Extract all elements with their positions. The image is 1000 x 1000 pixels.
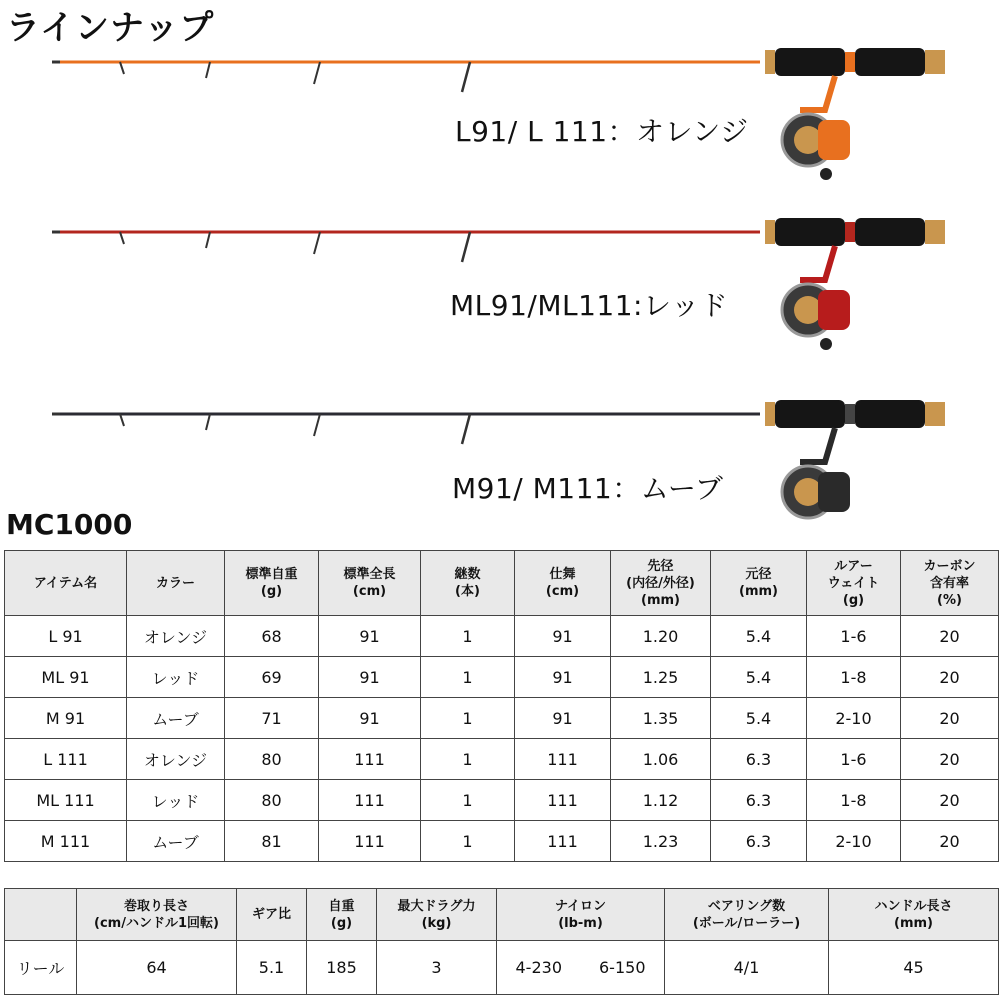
spec-header-cell: アイテム名 (5, 551, 127, 616)
rod-caption: L91/ L 111：オレンジ (455, 115, 749, 148)
reel-nylon-b: 6-150 (599, 958, 646, 977)
table-cell: 91 (319, 698, 421, 739)
table-cell: ムーブ (127, 698, 225, 739)
spec-header-cell: カーボン 含有率 (%) (901, 551, 999, 616)
spec-table (4, 550, 999, 862)
reel-header-cell: ベアリング数 (ボール/ローラー) (665, 889, 829, 941)
table-cell: ML 91 (5, 657, 127, 698)
table-cell: 111 (319, 821, 421, 862)
table-cell: 1 (421, 780, 515, 821)
spec-header-cell: ルアー ウェイト (g) (807, 551, 901, 616)
spec-header-cell: 標準全長 (cm) (319, 551, 421, 616)
model-name: MC1000 (6, 508, 133, 541)
table-cell: 1 (421, 739, 515, 780)
table-cell: ムーブ (127, 821, 225, 862)
table-cell: 80 (225, 780, 319, 821)
table-cell: レッド (127, 657, 225, 698)
table-cell: レッド (127, 780, 225, 821)
reel-retrieve: 64 (77, 941, 237, 995)
table-cell: 2-10 (807, 698, 901, 739)
table-cell: 1 (421, 821, 515, 862)
table-cell: 91 (515, 698, 611, 739)
reel-header-cell: ハンドル長さ (mm) (829, 889, 999, 941)
reel-header-cell: ナイロン (lb-m) (497, 889, 665, 941)
table-cell: オレンジ (127, 616, 225, 657)
table-cell: 20 (901, 616, 999, 657)
table-cell: 1-6 (807, 616, 901, 657)
table-cell: M 111 (5, 821, 127, 862)
table-cell: 81 (225, 821, 319, 862)
rod-orange (0, 40, 1000, 190)
reel-nylon (497, 941, 665, 995)
reel-nylon-a: 4-230 (515, 958, 562, 977)
table-row (5, 616, 999, 657)
table-cell: 68 (225, 616, 319, 657)
table-row (5, 780, 999, 821)
spec-header-cell: 仕舞 (cm) (515, 551, 611, 616)
spec-header-cell: 先径 (内径/外径) (mm) (611, 551, 711, 616)
table-cell: L 91 (5, 616, 127, 657)
table-cell: 91 (515, 616, 611, 657)
table-cell: 1-6 (807, 739, 901, 780)
table-cell: 1 (421, 616, 515, 657)
reel-handle: 45 (829, 941, 999, 995)
reel-header-row (5, 889, 999, 941)
table-cell: 20 (901, 657, 999, 698)
table-cell: L 111 (5, 739, 127, 780)
table-cell: 1.12 (611, 780, 711, 821)
table-cell: 20 (901, 821, 999, 862)
table-row (5, 739, 999, 780)
table-cell: 1 (421, 657, 515, 698)
table-cell: 6.3 (711, 821, 807, 862)
spec-header-cell: 元径 (mm) (711, 551, 807, 616)
table-cell: 111 (515, 821, 611, 862)
reel-bearing: 4/1 (665, 941, 829, 995)
table-cell: 111 (319, 739, 421, 780)
reel-row (5, 941, 999, 995)
rod-red (0, 210, 1000, 360)
table-cell: 91 (515, 657, 611, 698)
table-cell: 1.20 (611, 616, 711, 657)
table-cell: 111 (515, 739, 611, 780)
spec-header-cell: 標準自重 (g) (225, 551, 319, 616)
reel-table (4, 888, 999, 995)
spec-header-cell: 継数 (本) (421, 551, 515, 616)
table-cell: 5.4 (711, 698, 807, 739)
table-cell: 20 (901, 698, 999, 739)
rod-mauve (0, 392, 1000, 542)
table-cell: 91 (319, 657, 421, 698)
table-cell: 80 (225, 739, 319, 780)
reel-name: リール (5, 941, 77, 995)
table-cell: ML 111 (5, 780, 127, 821)
table-cell: 1-8 (807, 780, 901, 821)
reel-drag: 3 (377, 941, 497, 995)
table-cell: 111 (319, 780, 421, 821)
table-row (5, 698, 999, 739)
table-cell: 6.3 (711, 780, 807, 821)
rod-caption: M91/ M111：ムーブ (452, 472, 724, 505)
reel-header-cell (5, 889, 77, 941)
reel-weight: 185 (307, 941, 377, 995)
table-cell: 5.4 (711, 657, 807, 698)
table-cell: 1.23 (611, 821, 711, 862)
page-title: ラインナップ (6, 8, 215, 48)
table-cell: 1 (421, 698, 515, 739)
table-cell: 111 (515, 780, 611, 821)
table-cell: 91 (319, 616, 421, 657)
table-cell: 1.35 (611, 698, 711, 739)
reel-header-cell: 自重 (g) (307, 889, 377, 941)
spec-header-cell: カラー (127, 551, 225, 616)
table-cell: 69 (225, 657, 319, 698)
reel-header-cell: ギア比 (237, 889, 307, 941)
table-row (5, 657, 999, 698)
table-cell: 2-10 (807, 821, 901, 862)
table-cell: オレンジ (127, 739, 225, 780)
table-cell: 1.25 (611, 657, 711, 698)
reel-gear: 5.1 (237, 941, 307, 995)
table-cell: 20 (901, 780, 999, 821)
reel-header-cell: 最大ドラグ力 (kg) (377, 889, 497, 941)
table-cell: 1-8 (807, 657, 901, 698)
spec-header-row (5, 551, 999, 616)
table-cell: 20 (901, 739, 999, 780)
table-cell: M 91 (5, 698, 127, 739)
table-cell: 5.4 (711, 616, 807, 657)
table-cell: 1.06 (611, 739, 711, 780)
table-row (5, 821, 999, 862)
table-cell: 71 (225, 698, 319, 739)
table-cell: 6.3 (711, 739, 807, 780)
rod-caption: ML91/ML111:レッド (450, 289, 729, 322)
reel-header-cell: 巻取り長さ (cm/ハンドル1回転) (77, 889, 237, 941)
